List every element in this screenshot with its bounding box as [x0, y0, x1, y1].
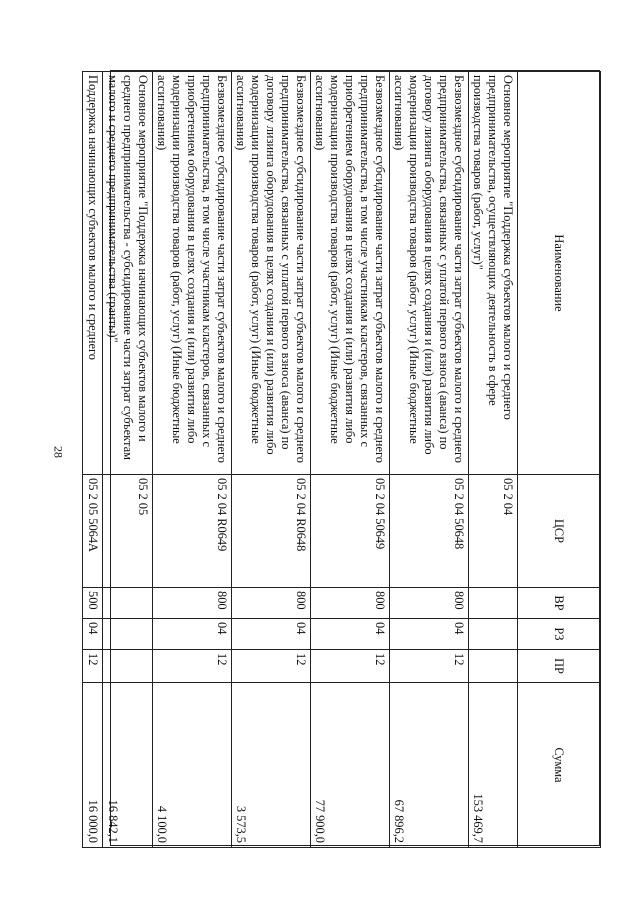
row-sum: 16 842,1: [103, 683, 152, 848]
row-csr: 05 2 05 5064A: [83, 475, 103, 588]
row-vr: 500: [83, 588, 103, 619]
header-csr: ЦСР: [518, 475, 601, 588]
header-rz: РЗ: [518, 619, 601, 650]
row-pr: 12: [152, 650, 231, 683]
row-csr: 05 2 05: [103, 475, 152, 588]
row-sum: 3 573,5: [231, 683, 310, 848]
row-sum: 16 000,0: [83, 683, 103, 848]
row-csr: 05 2 04 R0649: [152, 475, 231, 588]
row-rz: [468, 619, 517, 650]
row-sum: 77 900,0: [310, 683, 389, 848]
row-rz: 04: [389, 619, 468, 650]
row-vr: [103, 588, 152, 619]
header-pr: ПР: [518, 650, 601, 683]
row-csr: 05 2 04 50649: [310, 475, 389, 588]
table-row: [231, 72, 310, 848]
row-name: Основное мероприятие "Поддержка начинающих субъектов малого и среднего предпринимательства - субсидирование части затрат субъектам малого и среднего предпринимательства (гранты)": [103, 72, 152, 475]
row-rz: 04: [152, 619, 231, 650]
table-header-row: [518, 72, 601, 848]
table-row: [389, 72, 468, 848]
header-vr: ВР: [518, 588, 601, 619]
row-pr: [103, 650, 152, 683]
row-name: Безвозмездное субсидирование части затрат субъектов малого и среднего предпринимательства, в том числе участникам кластеров, связанных с приобретением оборудования в целях создания и (или) развития либо модернизации производства товаров (работ, услуг) (Иные бюджетные ассигнования): [152, 72, 231, 475]
table-row: [103, 72, 152, 848]
table-row: [468, 72, 517, 848]
row-vr: 800: [152, 588, 231, 619]
row-rz: [103, 619, 152, 650]
row-sum: 4 100,0: [152, 683, 231, 848]
row-pr: [468, 650, 517, 683]
row-vr: 800: [231, 588, 310, 619]
row-csr: 05 2 04: [468, 475, 517, 588]
row-rz: 04: [83, 619, 103, 650]
row-vr: 800: [389, 588, 468, 619]
row-vr: 800: [310, 588, 389, 619]
row-pr: 12: [389, 650, 468, 683]
page-number: 28: [51, 446, 66, 458]
row-name: Поддержка начинающих субъектов малого и среднего: [83, 72, 103, 475]
row-sum: 153 469,7: [468, 683, 517, 848]
table-row: [310, 72, 389, 848]
rotated-table-container: [86, 71, 601, 847]
row-name: Безвозмездное субсидирование части затрат субъектов малого и среднего предпринимательства, в том числе участникам кластеров, связанных с приобретением оборудования в целях создания и (или) развития либо модернизации производства товаров (работ, услуг) (Иные бюджетные ассигнования): [310, 72, 389, 475]
row-pr: 12: [310, 650, 389, 683]
row-csr: 05 2 04 R0648: [231, 475, 310, 588]
document-table-sheet: [86, 70, 600, 846]
row-vr: [468, 588, 517, 619]
row-rz: 04: [231, 619, 310, 650]
table-row: [152, 72, 231, 848]
row-rz: 04: [310, 619, 389, 650]
row-name: Безвозмездное субсидирование части затрат субъектов малого и среднего предпринимательства, связанных с уплатой первого взноса (аванса) по договору лизинга оборудования в целях создания и (или) развития либо модернизации производства товаров (работ, услуг) (Иные бюджетные ассигнования): [231, 72, 310, 475]
row-csr: 05 2 04 50648: [389, 475, 468, 588]
header-sum: Сумма: [518, 683, 601, 848]
table-row: [83, 72, 103, 848]
row-name: Безвозмездное субсидирование части затрат субъектов малого и среднего предпринимательства, связанных с уплатой первого взноса (аванса) по договору лизинга оборудования в целях создания и (или) развития либо модернизации производства товаров (работ, услуг) (Иные бюджетные ассигнования): [389, 72, 468, 475]
row-sum: 67 896,2: [389, 683, 468, 848]
row-pr: 12: [231, 650, 310, 683]
row-pr: 12: [83, 650, 103, 683]
row-name: Основное мероприятие "Поддержка субъектов малого и среднего предпринимательства, осуществляющих деятельность в сфере производства товаров (работ, услуг)": [468, 72, 517, 475]
budget-table: [82, 71, 601, 848]
header-name: Наименование: [518, 72, 601, 475]
